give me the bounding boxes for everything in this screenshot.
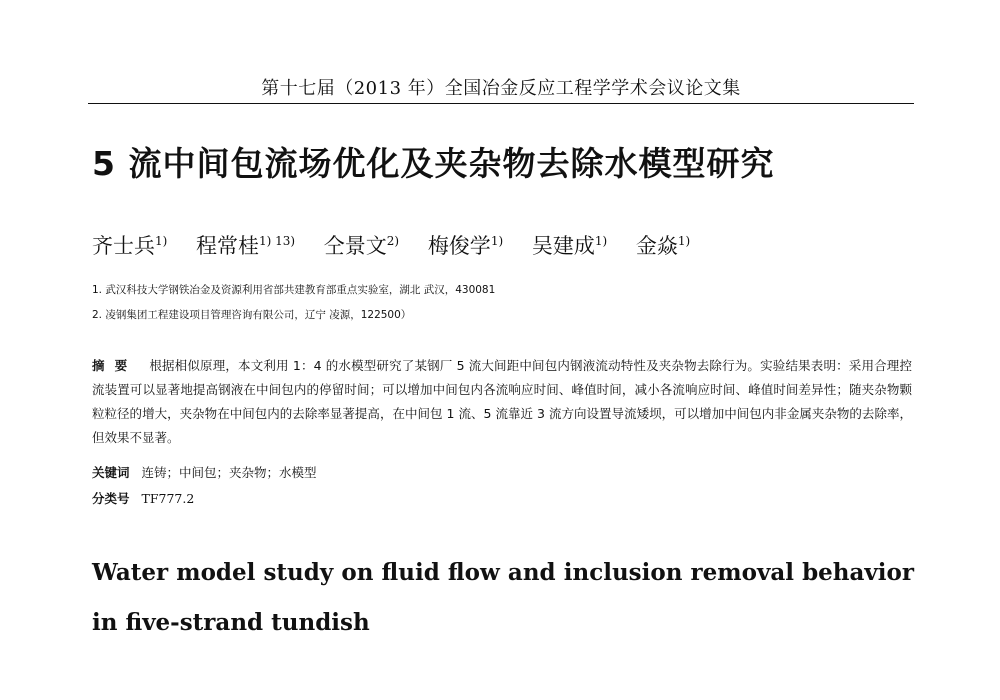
affiliation-index: 1. — [92, 284, 103, 296]
author-affiliation-mark: 1) 13) — [259, 234, 296, 248]
running-header: 第十七届（2013 年）全国冶金反应工程学学术会议论文集 — [261, 78, 741, 99]
author-affiliation-mark: 1) — [155, 234, 168, 248]
affiliation-text: 武汉科技大学钢铁冶金及资源利用省部共建教育部重点实验室，湖北 武汉，430081 — [105, 284, 496, 296]
author-affiliation-mark: 1) — [677, 234, 691, 248]
paper-title-chinese: 5 流中间包流场优化及夹杂物去除水模型研究 — [92, 144, 775, 183]
author-affiliation-mark: 1) — [594, 234, 608, 248]
author-name: 吴建成 — [531, 234, 595, 258]
abstract — [92, 354, 912, 450]
keywords-label: 关键词 — [92, 465, 130, 480]
affiliation-text: 凌钢集团工程建设项目管理咨询有限公司，辽宁 凌源，122500） — [105, 309, 412, 321]
author-name: 齐士兵 — [92, 234, 155, 258]
author — [324, 234, 399, 258]
author — [532, 234, 607, 258]
author-name: 仝景文 — [323, 234, 387, 258]
paper-title-english: Water model study on fluid flow and inclusion removal behavior in five-strand tundish — [92, 559, 914, 636]
affiliation-index: 2. — [92, 309, 103, 321]
author — [428, 234, 503, 258]
author — [92, 234, 167, 258]
abstract-label: 摘要 — [92, 358, 138, 373]
author-list — [92, 226, 912, 261]
classification-value: TF777.2 — [141, 491, 195, 506]
classification-label: 分类号 — [92, 491, 130, 506]
keywords — [92, 462, 912, 484]
abstract-text: 根据相似原理，本文利用 1：4 的水模型研究了某钢厂 5 流大间距中间包内钢液流动特性及夹杂物去除行为。实验结果表明：采用合理控流装置可以显著地提高钢液在中间包内的停留时间；可以增加中间包内各流响应时间、峰值时间，减小各流响应时间、峰值时间差异性；随夹杂物颗粒粒径的增大，夹杂物在中间包内的去除率显著提高，在中间包 1 流、5 流靠近 3 流方向设置导流矮坝，可以增加中间包内非金属夹杂物的去除率，但效果不显著。 — [92, 358, 912, 445]
affiliation — [92, 283, 912, 297]
author-name: 梅俊学 — [427, 234, 491, 258]
header-rule — [88, 103, 914, 104]
keywords-text: 连铸；中间包；夹杂物；水模型 — [141, 465, 317, 480]
author — [636, 234, 690, 258]
classification-number — [92, 488, 912, 510]
author-name: 金焱 — [635, 234, 678, 258]
author-affiliation-mark: 2) — [386, 234, 400, 248]
author — [196, 234, 295, 258]
author-name: 程常桂 — [196, 234, 260, 258]
author-affiliation-mark: 1) — [490, 234, 504, 248]
affiliation — [92, 308, 912, 322]
